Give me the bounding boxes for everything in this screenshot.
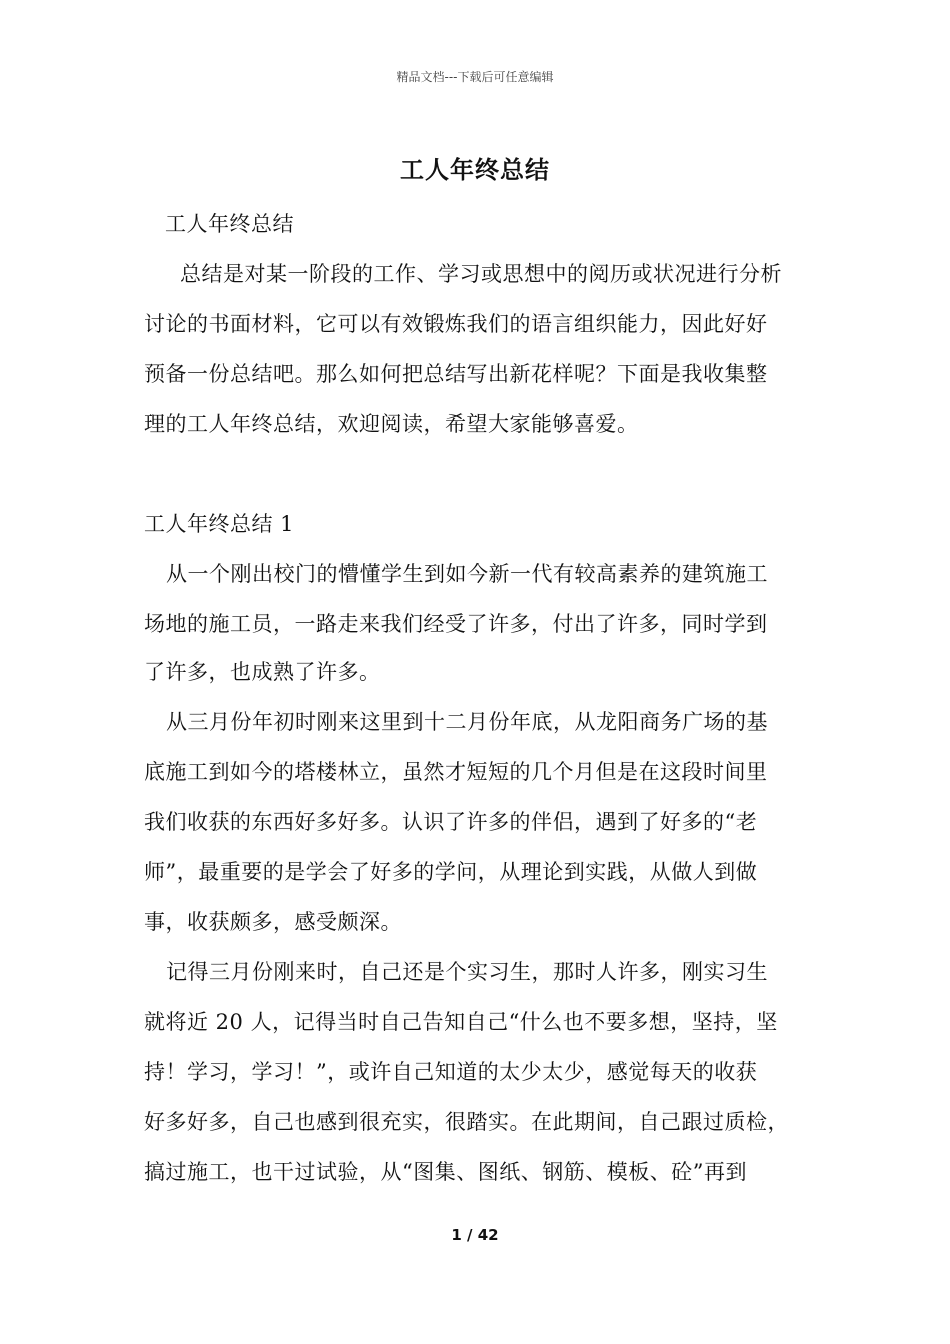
subtitle-line: 工人年终总结 bbox=[165, 212, 294, 236]
paragraph-line: 就将近 20 人，记得当时自己告知自己“什么也不要多想，坚持，坚 bbox=[144, 1010, 778, 1034]
paragraph-line: 总结是对某一阶段的工作、学习或思想中的阅历或状况进行分析 bbox=[180, 262, 782, 286]
paragraph-line: 从一个刚出校门的懵懂学生到如今新一代有较高素养的建筑施工 bbox=[166, 562, 768, 586]
paragraph-line: 预备一份总结吧。那么如何把总结写出新花样呢？下面是我收集整 bbox=[144, 362, 768, 386]
document-title: 工人年终总结 bbox=[400, 155, 550, 184]
paragraph-line: 理的工人年终总结，欢迎阅读，希望大家能够喜爱。 bbox=[144, 412, 639, 436]
page-number: 1 / 42 bbox=[451, 1226, 499, 1244]
paragraph-line: 好多好多，自己也感到很充实，很踏实。在此期间，自己跟过质检， bbox=[144, 1110, 789, 1134]
section-heading: 工人年终总结 1 bbox=[144, 512, 295, 536]
paragraph-line: 我们收获的东西好多好多。认识了许多的伴侣，遇到了好多的“老 bbox=[144, 810, 758, 834]
paragraph-line: 场地的施工员，一路走来我们经受了许多，付出了许多，同时学到 bbox=[144, 612, 768, 636]
paragraph-line: 从三月份年初时刚来这里到十二月份年底，从龙阳商务广场的基 bbox=[166, 710, 768, 734]
paragraph-line: 事，收获颇多，感受颇深。 bbox=[144, 910, 402, 934]
paragraph-line: 了许多，也成熟了许多。 bbox=[144, 660, 381, 684]
paragraph-line: 记得三月份刚来时，自己还是个实习生，那时人许多，刚实习生 bbox=[166, 960, 768, 984]
paragraph-line: 持！学习，学习！”，或许自己知道的太少太少，感觉每天的收获 bbox=[144, 1060, 758, 1084]
page-header: 精品文档---下载后可任意编辑 bbox=[396, 70, 554, 84]
paragraph-line: 师”，最重要的是学会了好多的学问，从理论到实践，从做人到做 bbox=[144, 860, 758, 884]
paragraph-line: 讨论的书面材料，它可以有效锻炼我们的语言组织能力，因此好好 bbox=[144, 312, 768, 336]
paragraph-line: 搞过施工，也干过试验，从“图集、图纸、钢筋、模板、砼”再到 bbox=[144, 1160, 747, 1184]
paragraph-line: 底施工到如今的塔楼林立，虽然才短短的几个月但是在这段时间里 bbox=[144, 760, 768, 784]
